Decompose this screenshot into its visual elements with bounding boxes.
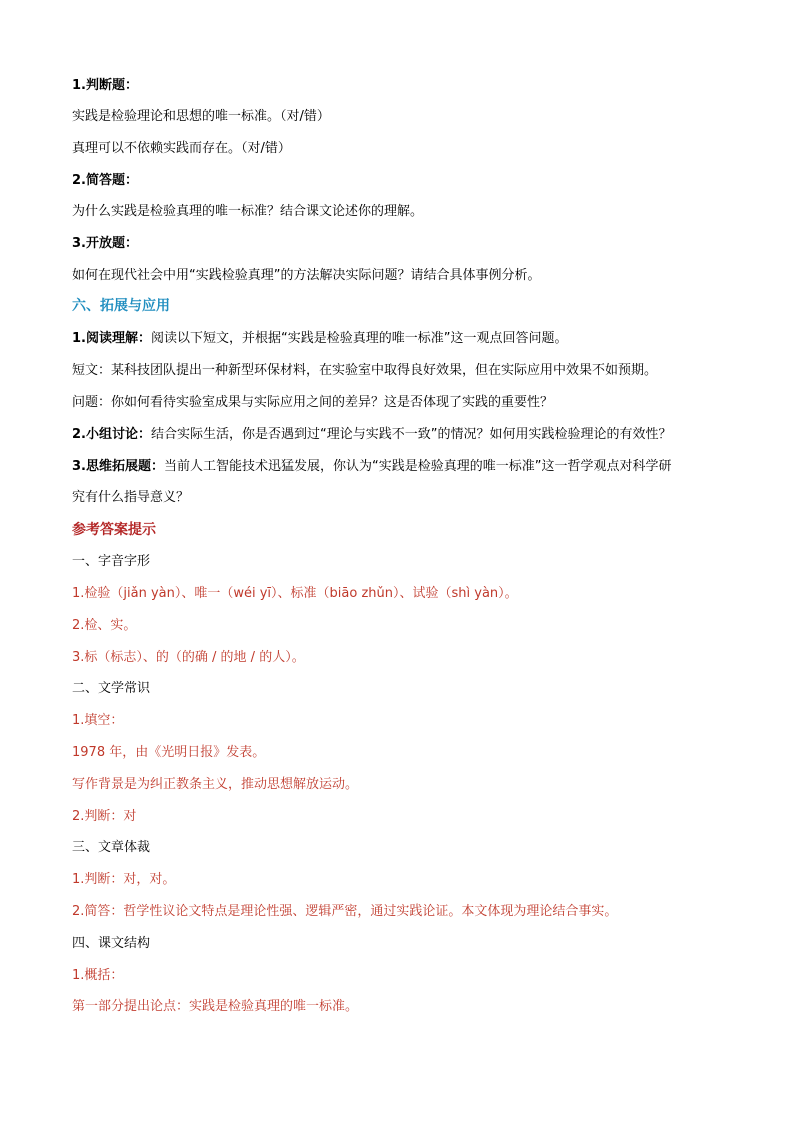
part-1-answer-1: 1.检验（jiǎn yàn）、唯一（wéi yī）、标准（biāo zhǔn）、试验（shì yàn）。 — [72, 586, 518, 601]
reading-passage: 短文：某科技团队提出一种新型环保材料，在实验室中取得良好效果，但在实际应用中效果不如预期。 — [72, 363, 658, 378]
thinking-text-line-2: 究有什么指导意义？ — [72, 490, 190, 505]
discussion-label: 2.小组讨论： — [72, 427, 151, 442]
section-6-title: 六、拓展与应用 — [72, 298, 170, 314]
thinking-text-line-1: 当前人工智能技术迅猛发展，你认为“实践是检验真理的唯一标准”这一哲学观点对科学研 — [163, 459, 672, 474]
q2-item: 为什么实践是检验真理的唯一标准？结合课文论述你的理解。 — [72, 204, 424, 219]
part-1-answer-2: 2.检、实。 — [72, 618, 137, 633]
q3-label: 3.开放题： — [72, 236, 138, 251]
q1-item-2: 真理可以不依赖实践而存在。（对/错） — [72, 141, 291, 156]
part-3-answer-1: 1.判断：对，对。 — [72, 872, 176, 887]
q1-item-1: 实践是检验理论和思想的唯一标准。（对/错） — [72, 109, 330, 124]
q2-label: 2.简答题： — [72, 173, 138, 188]
part-2-answer-2: 2.判断：对 — [72, 809, 137, 824]
part-2-answer-1-label: 1.填空： — [72, 713, 124, 728]
discussion-text: 结合实际生活，你是否遇到过“理论与实践不一致”的情况？如何用实践检验理论的有效性？ — [150, 427, 672, 442]
part-3-title: 三、文章体裁 — [72, 840, 151, 855]
part-3-answer-2: 2.简答：哲学性议论文特点是理论性强、逻辑严密，通过实践论证。本文体现为理论结合事实。 — [72, 904, 618, 919]
reading-question: 问题：你如何看待实验室成果与实际应用之间的差异？这是否体现了实践的重要性？ — [72, 395, 554, 410]
part-1-title: 一、字音字形 — [72, 554, 151, 569]
thinking-paragraph — [72, 458, 671, 476]
part-1-answer-3: 3.标（标志）、的（的确 / 的地 / 的人）。 — [72, 650, 305, 665]
part-2-title: 二、文学常识 — [72, 681, 151, 696]
part-4-title: 四、课文结构 — [72, 936, 151, 951]
reading-label: 1.阅读理解： — [72, 331, 151, 346]
q1-label: 1.判断题： — [72, 78, 138, 93]
discussion-paragraph — [72, 426, 671, 444]
reading-text: 阅读以下短文，并根据“实践是检验真理的唯一标准”这一观点回答问题。 — [150, 331, 568, 346]
part-2-answer-1-line-1: 1978 年，由《光明日报》发表。 — [72, 745, 266, 760]
q3-item: 如何在现代社会中用“实践检验真理”的方法解决实际问题？请结合具体事例分析。 — [72, 268, 541, 283]
thinking-label: 3.思维拓展题： — [72, 459, 164, 474]
part-2-answer-1-line-2: 写作背景是为纠正教条主义，推动思想解放运动。 — [72, 777, 359, 792]
answers-title: 参考答案提示 — [72, 522, 156, 538]
part-4-answer-1-line-1: 第一部分提出论点：实践是检验真理的唯一标准。 — [72, 999, 359, 1014]
reading-paragraph — [72, 330, 567, 348]
part-4-answer-1-label: 1.概括： — [72, 968, 124, 983]
